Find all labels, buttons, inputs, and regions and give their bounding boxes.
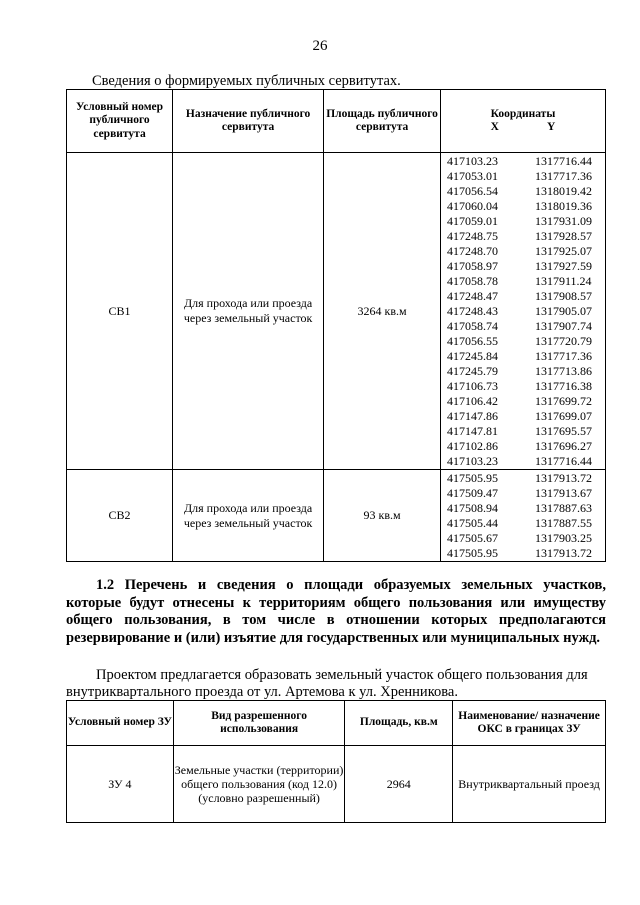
intro-paragraph: Проектом предлагается образовать земельный участок общего пользования для внутриквартального проезда от ул. Артемова к ул. Хренникова. [66,667,588,700]
coordinate-pair [441,169,605,184]
coordinates-cell [440,470,605,562]
coordinate-x: 417058.97 [446,259,498,273]
coordinate-y: 1317716.44 [534,454,592,468]
coordinate-y: 1317717.36 [534,349,592,363]
coordinate-y: 1317913.72 [534,471,592,485]
coordinate-y: 1317887.55 [534,516,592,530]
table-row [67,153,606,470]
coordinate-x: 417106.42 [446,394,498,408]
header-y: Y [546,121,556,133]
coordinate-x: 417245.84 [446,349,498,363]
coordinate-pair [441,274,605,289]
coordinate-pair [441,154,605,169]
coordinate-y: 1317887.63 [534,501,592,515]
coordinate-pair [441,184,605,199]
header-coordinates-label: Координаты [490,107,556,120]
coordinate-x: 417248.75 [446,229,498,243]
coordinate-x: 417509.47 [446,486,498,500]
coordinate-x: 417505.67 [446,531,498,545]
table-header-row [67,701,606,746]
coordinate-x: 417245.79 [446,364,498,378]
coordinate-pair [441,394,605,409]
coordinate-x: 417058.74 [446,319,498,333]
header-servitude-number: Условный номер публичного сервитута [67,90,173,153]
header-x: X [490,121,499,133]
land-plot-table [66,700,606,823]
table-header-row [67,90,606,153]
coordinate-x: 417053.01 [446,169,498,183]
coordinate-x: 417106.73 [446,379,498,393]
coordinate-y: 1317908.57 [534,289,592,303]
coordinate-y: 1317716.38 [534,379,592,393]
coordinate-y: 1317696.27 [534,439,592,453]
coordinate-y: 1317927.59 [534,259,592,273]
coordinate-y: 1317720.79 [534,334,592,348]
header-servitude-purpose: Назначение публичного сервитута [173,90,324,153]
coordinate-pair [441,229,605,244]
coordinate-pair [441,516,605,531]
coordinate-y: 1317713.86 [534,364,592,378]
permitted-use: Земельные участки (территории) общего пользования (код 12.0) (условно разрешенный) [173,746,345,823]
coordinate-x: 417056.55 [446,334,498,348]
page-number: 26 [312,38,328,54]
header-coordinates [440,90,605,153]
coordinate-y: 1317716.44 [534,154,592,168]
coordinate-pair [441,214,605,229]
servitude-table [66,89,606,562]
header-xy [441,121,605,135]
coordinate-y: 1317717.36 [534,169,592,183]
servitude-purpose: Для прохода или проезда через земельный участок [173,153,324,470]
building-purpose: Внутриквартальный проезд [453,746,606,823]
coordinate-pair [441,244,605,259]
coordinate-pair [441,304,605,319]
coordinate-x: 417059.01 [446,214,498,228]
coordinate-y: 1317928.57 [534,229,592,243]
header-building-purpose: Наименование/ назначение ОКС в границах ЗУ [453,701,606,746]
coordinate-pair [441,531,605,546]
coordinate-x: 417060.04 [446,199,498,213]
coordinate-x: 417147.86 [446,409,498,423]
table-row [67,470,606,562]
coordinate-pair [441,319,605,334]
coordinate-x: 417102.86 [446,439,498,453]
coordinate-y: 1317695.57 [534,424,592,438]
header-permitted-use: Вид разрешенного использования [173,701,345,746]
coordinate-pair [441,349,605,364]
coordinate-x: 417505.95 [446,546,498,560]
coordinate-pair [441,379,605,394]
coordinate-x: 417508.94 [446,501,498,515]
coordinate-x: 417147.81 [446,424,498,438]
coordinate-pair [441,409,605,424]
coordinate-x: 417058.78 [446,274,498,288]
table-caption: Сведения о формируемых публичных сервитутах. [92,73,401,89]
servitude-purpose: Для прохода или проезда через земельный участок [173,470,324,562]
coordinate-y: 1317699.72 [534,394,592,408]
coordinate-x: 417056.54 [446,184,498,198]
coordinate-x: 417103.23 [446,154,498,168]
servitude-number: СВ2 [67,470,173,562]
coordinate-x: 417505.44 [446,516,498,530]
coordinate-pair [441,259,605,274]
header-plot-area: Площадь, кв.м [345,701,453,746]
coordinate-pair [441,486,605,501]
section-heading: 1.2 Перечень и сведения о площади образуемых земельных участков, которые будут отнесены к территориям общего пользования или имуществу общего пользования, в том числе в отношении которых предполагаются резервирование и (или) изъятие для государственных или муниципальных нужд. [66,577,606,646]
coordinate-pair [441,471,605,486]
coordinate-y: 1317911.24 [534,274,592,288]
table-row [67,746,606,823]
coordinate-pair [441,334,605,349]
coordinate-pair [441,364,605,379]
header-servitude-area: Площадь публичного сервитута [324,90,441,153]
coordinate-pair [441,501,605,516]
coordinates-cell [440,153,605,470]
coordinate-x: 417103.23 [446,454,498,468]
coordinate-y: 1318019.36 [534,199,592,213]
coordinate-y: 1317931.09 [534,214,592,228]
servitude-area: 3264 кв.м [324,153,441,470]
coordinate-pair [441,289,605,304]
coordinate-y: 1317925.07 [534,244,592,258]
coordinate-x: 417248.43 [446,304,498,318]
plot-area: 2964 [345,746,453,823]
coordinate-pair [441,424,605,439]
coordinate-y: 1317905.07 [534,304,592,318]
coordinate-y: 1317903.25 [534,531,592,545]
coordinate-y: 1317913.72 [534,546,592,560]
coordinate-x: 417248.47 [446,289,498,303]
header-plot-number: Условный номер ЗУ [67,701,174,746]
coordinate-x: 417505.95 [446,471,498,485]
coordinate-y: 1317907.74 [534,319,592,333]
coordinate-x: 417248.70 [446,244,498,258]
coordinate-pair [441,199,605,214]
plot-number: ЗУ 4 [67,746,174,823]
servitude-area: 93 кв.м [324,470,441,562]
coordinate-y: 1318019.42 [534,184,592,198]
coordinate-pair [441,454,605,469]
coordinate-pair [441,439,605,454]
coordinate-pair [441,546,605,561]
coordinate-y: 1317699.07 [534,409,592,423]
servitude-number: СВ1 [67,153,173,470]
coordinate-y: 1317913.67 [534,486,592,500]
